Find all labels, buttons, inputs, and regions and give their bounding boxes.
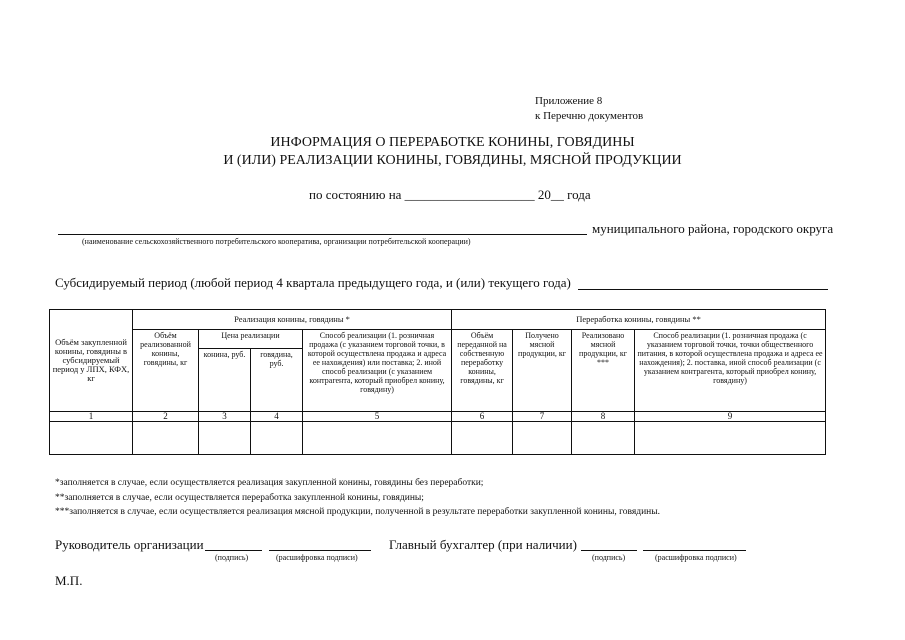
header-purchased-volume: Объём закупленной конины, говядины в субсидируемый период у ЛПХ, КФХ, кг (50, 310, 133, 412)
head-signature-decoding-line (269, 550, 371, 551)
data-cell[interactable] (635, 422, 826, 455)
data-cell[interactable] (513, 422, 572, 455)
header-sales-method: Способ реализации (1. розничная продажа (с указанием торговой точки, в которой осуществлена продажа и адреса ее нахождения) или поставка; 2. иной способ реализации (с указанием контрагента, который приобрел конину, говядину) (303, 330, 452, 412)
report-table (49, 309, 826, 455)
data-cell[interactable] (199, 422, 251, 455)
title-line-2: И (ИЛИ) РЕАЛИЗАЦИИ КОНИНЫ, ГОВЯДИНЫ, МЯСНОЙ ПРОДУКЦИИ (223, 153, 682, 168)
footnote-sales: *заполняется в случае, если осуществляется реализация закупленной конины, говядины без переработки; (55, 478, 484, 488)
column-number: 3 (199, 412, 251, 422)
as-of-date (309, 187, 591, 203)
column-number: 7 (513, 412, 572, 422)
data-cell[interactable] (50, 422, 133, 455)
footnote-meat-products: ***заполняется в случае, если осуществляется реализация мясной продукции, полученной в результате переработки закупленной конины, говядины. (55, 507, 661, 517)
organization-name-caption: (наименование сельскохозяйственного потребительского кооператива, организации потребительской кооперации) (82, 237, 471, 246)
column-number: 5 (303, 412, 452, 422)
head-of-organization-label: Руководитель организации (55, 537, 204, 552)
title-line-1: ИНФОРМАЦИЯ О ПЕРЕРАБОТКЕ КОНИНЫ, ГОВЯДИНЫ (270, 135, 635, 150)
appendix-header (535, 94, 643, 124)
column-number: 8 (572, 412, 635, 422)
data-cell[interactable] (303, 422, 452, 455)
column-number: 4 (251, 412, 303, 422)
header-sales-group: Реализация конины, говядины * (133, 310, 452, 330)
column-number: 2 (133, 412, 199, 422)
head-signature-line (205, 550, 262, 551)
data-cell[interactable] (452, 422, 513, 455)
data-cell[interactable] (572, 422, 635, 455)
accountant-signature-line (581, 550, 637, 551)
head-signature-caption: (подпись) (215, 553, 249, 562)
header-sold-volume: Объём реализованной конины, говядины, кг (133, 330, 199, 412)
as-of-date-blank: ____________________ (404, 187, 535, 202)
header-price-beef: говядина, руб. (251, 349, 303, 412)
header-processing-volume: Объём переданной на собственную переработку конины, говядины, кг (452, 330, 513, 412)
accountant-signature-decoding-line (643, 550, 746, 551)
as-of-suffix: года (567, 187, 591, 202)
column-number: 1 (50, 412, 133, 422)
data-cell[interactable] (251, 422, 303, 455)
header-processing-sales-method: Способ реализации (1. розничная продажа (с указанием торговой точки, точки общественного питания, в которой осуществлена продажа и адреса ее нахождения); 2. поставка, иной способ реализации (с указанием контрагента, который приобрел конину, говядину) (635, 330, 826, 412)
column-number: 9 (635, 412, 826, 422)
as-of-year: 20__ (537, 187, 564, 202)
header-price-horse-meat: конина, руб. (199, 349, 251, 412)
accountant-signature-caption: (подпись) (592, 553, 626, 562)
footnote-processing: **заполняется в случае, если осуществляется переработка закупленной конины, говядины; (55, 493, 424, 503)
organization-name-line (58, 234, 587, 235)
header-meat-products-sold: Реализовано мясной продукции, кг *** (572, 330, 635, 412)
subsidized-period-line (578, 289, 828, 290)
chief-accountant-label: Главный бухгалтер (при наличии) (389, 537, 577, 552)
head-decoding-caption: (расшифровка подписи) (276, 553, 358, 562)
column-number: 6 (452, 412, 513, 422)
accountant-decoding-caption: (расшифровка подписи) (655, 553, 737, 562)
header-processing-group: Переработка конины, говядины ** (452, 310, 826, 330)
appendix-reference: к Перечню документов (535, 110, 644, 122)
municipality-label: муниципального района, городского округа (592, 221, 834, 236)
header-meat-products-obtained: Получено мясной продукции, кг (513, 330, 572, 412)
data-cell[interactable] (133, 422, 199, 455)
seal-placeholder: М.П. (55, 573, 83, 588)
appendix-number: Приложение 8 (535, 95, 603, 107)
subsidized-period-label: Субсидируемый период (любой период 4 квартала предыдущего года, и (или) текущего года) (55, 275, 571, 290)
header-sale-price: Цена реализации (199, 330, 303, 349)
as-of-prefix: по состоянию на (309, 187, 402, 202)
